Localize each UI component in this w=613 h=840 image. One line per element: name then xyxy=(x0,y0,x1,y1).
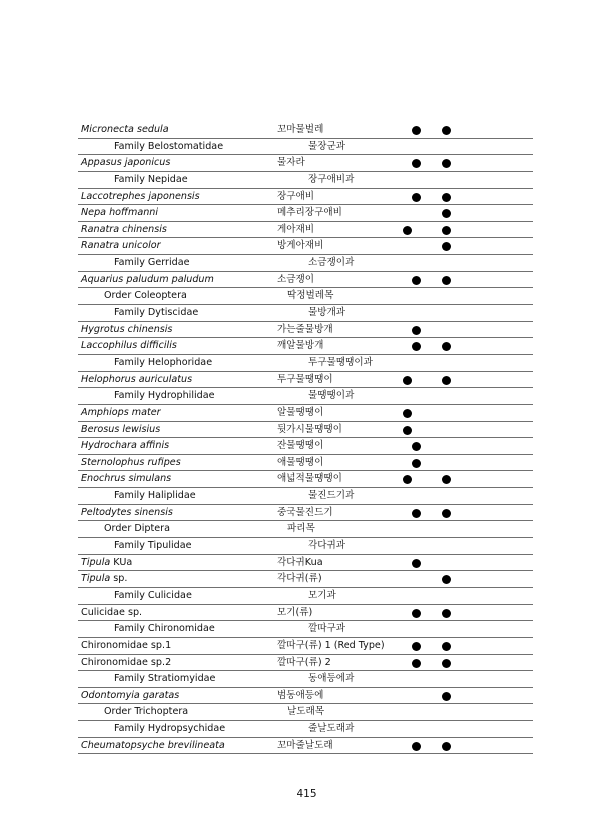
scientific-name xyxy=(114,671,215,687)
scientific-name-text: Order Trichoptera xyxy=(104,706,189,718)
scientific-name xyxy=(114,721,225,737)
scientific-name xyxy=(81,122,169,138)
scientific-name-text: Appasus japonicus xyxy=(81,157,171,169)
scientific-name xyxy=(114,588,192,604)
presence-dot-icon xyxy=(412,459,421,468)
species-row xyxy=(78,205,533,222)
scientific-name xyxy=(81,222,167,238)
scientific-name-text: Chironomidae sp.2 xyxy=(81,656,172,668)
scientific-name-text: Sternolophus rufipes xyxy=(81,456,181,468)
scientific-name-text: Laccophilus difficilis xyxy=(81,340,177,352)
scientific-name xyxy=(81,471,171,487)
scientific-name-text: Peltodytes sinensis xyxy=(81,506,173,518)
order-row xyxy=(78,704,533,721)
scientific-name-text: Hydrochara affinis xyxy=(81,440,170,452)
scientific-name-text: Micronecta sedula xyxy=(81,124,169,135)
scientific-name xyxy=(81,238,161,254)
korean-name: 소금쟁이과 xyxy=(308,257,355,269)
scientific-name-text: Order Coleoptera xyxy=(104,290,187,302)
scientific-name xyxy=(81,555,132,571)
scientific-name-text: Family Chironomidae xyxy=(114,623,215,635)
species-row xyxy=(78,555,533,572)
korean-name: 가는줄물방개 xyxy=(277,323,333,335)
order-row xyxy=(78,288,533,305)
scientific-name-text: Order Diptera xyxy=(104,523,170,535)
korean-name: 각다귀Kua xyxy=(277,556,323,568)
korean-name: 뒷가시물땡땡이 xyxy=(277,423,342,435)
presence-dot-icon xyxy=(412,509,421,518)
scientific-name-text: Family Belostomatidae xyxy=(114,140,224,152)
presence-dot-icon xyxy=(442,209,451,218)
korean-name: 투구물땡땡이과 xyxy=(308,356,373,368)
scientific-name xyxy=(104,288,187,304)
family-row xyxy=(78,139,533,156)
korean-name: 방게아재비 xyxy=(277,240,324,252)
scientific-name xyxy=(81,155,170,171)
species-row xyxy=(78,455,533,472)
species-row xyxy=(78,222,533,239)
species-row xyxy=(78,422,533,439)
korean-name: 깔따구과 xyxy=(308,623,346,635)
korean-name: 물자라 xyxy=(277,157,305,169)
scientific-name xyxy=(81,605,142,621)
presence-dot-icon xyxy=(442,509,451,518)
korean-name: 알물땡땡이 xyxy=(277,406,324,418)
presence-dot-icon xyxy=(412,159,421,168)
scientific-name xyxy=(114,172,188,188)
scientific-name xyxy=(114,305,198,321)
family-row xyxy=(78,671,533,688)
scientific-name xyxy=(114,355,212,371)
family-row xyxy=(78,621,533,638)
species-row xyxy=(78,605,533,622)
korean-name: 모기과 xyxy=(308,589,336,601)
korean-name: 파리목 xyxy=(287,523,315,535)
korean-name: 잔물땡땡이 xyxy=(277,440,324,452)
species-row xyxy=(78,155,533,172)
family-row xyxy=(78,172,533,189)
family-row xyxy=(78,721,533,738)
korean-name: 게아재비 xyxy=(277,223,315,235)
scientific-name-text: Berosus lewisius xyxy=(81,423,161,435)
korean-name: 장구애비과 xyxy=(308,173,355,185)
species-row xyxy=(78,655,533,672)
scientific-name-text: Family Nepidae xyxy=(114,173,188,185)
korean-name: 꼬마줄날도래 xyxy=(277,739,333,751)
korean-name: 꼬마물벌레 xyxy=(277,124,324,135)
species-row xyxy=(78,471,533,488)
family-row xyxy=(78,538,533,555)
presence-dot-icon xyxy=(442,742,451,751)
korean-name: 날도래목 xyxy=(287,706,325,718)
korean-name: 중국물진드기 xyxy=(277,506,333,518)
presence-dot-icon xyxy=(442,575,451,584)
scientific-name xyxy=(81,655,171,671)
scientific-name xyxy=(114,621,215,637)
species-row xyxy=(78,571,533,588)
korean-name: 깔따구(류) 1 (Red Type) xyxy=(277,639,385,651)
species-row xyxy=(78,272,533,289)
scientific-name-text: Tipula xyxy=(81,556,111,568)
scientific-name xyxy=(81,638,171,654)
scientific-name xyxy=(81,505,173,521)
species-row xyxy=(78,322,533,339)
korean-name: 동애등에과 xyxy=(308,673,355,685)
family-row xyxy=(78,388,533,405)
presence-dot-icon xyxy=(442,342,451,351)
species-row xyxy=(78,338,533,355)
scientific-name-text: Ranatra chinensis xyxy=(81,223,167,235)
korean-name: 각다귀(류) xyxy=(277,573,322,585)
scientific-name-text: Culicidae sp. xyxy=(81,606,143,618)
scientific-name xyxy=(114,538,192,554)
korean-name: 모기(류) xyxy=(277,606,313,618)
scientific-name-text: Amphiops mater xyxy=(81,406,161,418)
scientific-name-text: Family Hydropsychidae xyxy=(114,723,226,735)
korean-name: 범동애등에 xyxy=(277,689,324,701)
korean-name: 애넓적물땡땡이 xyxy=(277,473,342,485)
scientific-name xyxy=(114,488,196,504)
family-row xyxy=(78,588,533,605)
presence-dot-icon xyxy=(412,442,421,451)
presence-dot-icon xyxy=(403,376,412,385)
presence-dot-icon xyxy=(412,559,421,568)
scientific-name xyxy=(81,738,225,754)
scientific-name-text: Family Dytiscidae xyxy=(114,307,199,319)
scientific-name-text: Hygrotus chinensis xyxy=(81,323,173,335)
presence-dot-icon xyxy=(442,642,451,651)
presence-dot-icon xyxy=(403,409,412,418)
presence-dot-icon xyxy=(412,126,421,135)
species-row xyxy=(78,122,533,139)
scientific-name-text: Family Stratiomyidae xyxy=(114,673,216,685)
species-row xyxy=(78,189,533,206)
species-row xyxy=(78,372,533,389)
presence-dot-icon xyxy=(412,642,421,651)
scientific-name xyxy=(81,322,172,338)
korean-name: 물방개과 xyxy=(308,307,346,319)
presence-dot-icon xyxy=(412,326,421,335)
scientific-name-text: Laccotrephes japonensis xyxy=(81,190,200,202)
korean-name: 메추리장구애비 xyxy=(277,207,342,219)
scientific-name-text: Aquarius paludum paludum xyxy=(81,273,214,285)
family-row xyxy=(78,305,533,322)
order-row xyxy=(78,521,533,538)
scientific-name xyxy=(114,139,223,155)
species-row xyxy=(78,638,533,655)
presence-dot-icon xyxy=(442,475,451,484)
species-row xyxy=(78,438,533,455)
scientific-name-text: Family Gerridae xyxy=(114,257,190,269)
scientific-name xyxy=(81,372,192,388)
korean-name: 각다귀과 xyxy=(308,540,346,552)
scientific-name-text: Chironomidae sp.1 xyxy=(81,639,172,651)
scientific-name-suffix: sp. xyxy=(110,573,128,585)
korean-name: 물땡땡이과 xyxy=(308,390,355,402)
family-row xyxy=(78,355,533,372)
scientific-name xyxy=(81,455,181,471)
scientific-name xyxy=(81,571,127,587)
korean-name: 투구물땡땡이 xyxy=(277,373,333,385)
species-row xyxy=(78,738,533,755)
presence-dot-icon xyxy=(412,193,421,202)
scientific-name-text: Family Helophoridae xyxy=(114,356,213,368)
korean-name: 줄날도래과 xyxy=(308,723,355,735)
scientific-name xyxy=(114,255,190,271)
korean-name: 물진드기과 xyxy=(308,490,355,502)
presence-dot-icon xyxy=(412,342,421,351)
species-row xyxy=(78,405,533,422)
korean-name: 깔따구(류) 2 xyxy=(277,656,331,668)
scientific-name xyxy=(81,688,179,704)
scientific-name-text: Cheumatopsyche brevilineata xyxy=(81,739,225,751)
scientific-name-text: Odontomyia garatas xyxy=(81,689,180,701)
scientific-name xyxy=(81,405,161,421)
presence-dot-icon xyxy=(442,126,451,135)
scientific-name-text: Enochrus simulans xyxy=(81,473,172,485)
presence-dot-icon xyxy=(403,426,412,435)
korean-name: 물장군과 xyxy=(308,140,346,152)
presence-dot-icon xyxy=(403,226,412,235)
presence-dot-icon xyxy=(412,742,421,751)
family-row xyxy=(78,255,533,272)
korean-name: 딱정벌레목 xyxy=(287,290,334,302)
scientific-name xyxy=(81,438,169,454)
presence-dot-icon xyxy=(403,475,412,484)
scientific-name-text: Helophorus auriculatus xyxy=(81,373,193,385)
page-number: 415 xyxy=(296,788,317,800)
scientific-name xyxy=(104,704,188,720)
species-row xyxy=(78,505,533,522)
scientific-name-text: Family Hydrophilidae xyxy=(114,390,215,402)
korean-name: 소금쟁이 xyxy=(277,273,315,285)
scientific-name xyxy=(81,422,160,438)
korean-name: 깨알물방개 xyxy=(277,340,324,352)
scientific-name xyxy=(81,272,214,288)
scientific-name-text: Family Tipulidae xyxy=(114,540,192,552)
presence-dot-icon xyxy=(442,692,451,701)
presence-dot-icon xyxy=(442,242,451,251)
family-row xyxy=(78,488,533,505)
species-table xyxy=(78,122,533,754)
presence-dot-icon xyxy=(442,226,451,235)
species-row xyxy=(78,688,533,705)
presence-dot-icon xyxy=(442,609,451,618)
scientific-name xyxy=(104,521,170,537)
presence-dot-icon xyxy=(412,659,421,668)
presence-dot-icon xyxy=(442,276,451,285)
scientific-name-text: Tipula xyxy=(81,573,111,585)
scientific-name xyxy=(81,338,177,354)
korean-name: 애물땡땡이 xyxy=(277,456,324,468)
presence-dot-icon xyxy=(442,159,451,168)
scientific-name xyxy=(81,189,200,205)
presence-dot-icon xyxy=(412,276,421,285)
scientific-name-suffix: KUa xyxy=(110,556,133,568)
presence-dot-icon xyxy=(442,193,451,202)
scientific-name-text: Ranatra unicolor xyxy=(81,240,161,252)
presence-dot-icon xyxy=(442,376,451,385)
scientific-name-text: Family Haliplidae xyxy=(114,490,196,502)
presence-dot-icon xyxy=(412,609,421,618)
presence-dot-icon xyxy=(442,659,451,668)
scientific-name-text: Nepa hoffmanni xyxy=(81,207,159,219)
korean-name: 장구애비 xyxy=(277,190,315,202)
scientific-name xyxy=(81,205,158,221)
scientific-name-text: Family Culicidae xyxy=(114,589,192,601)
species-row xyxy=(78,238,533,255)
scientific-name xyxy=(114,388,215,404)
